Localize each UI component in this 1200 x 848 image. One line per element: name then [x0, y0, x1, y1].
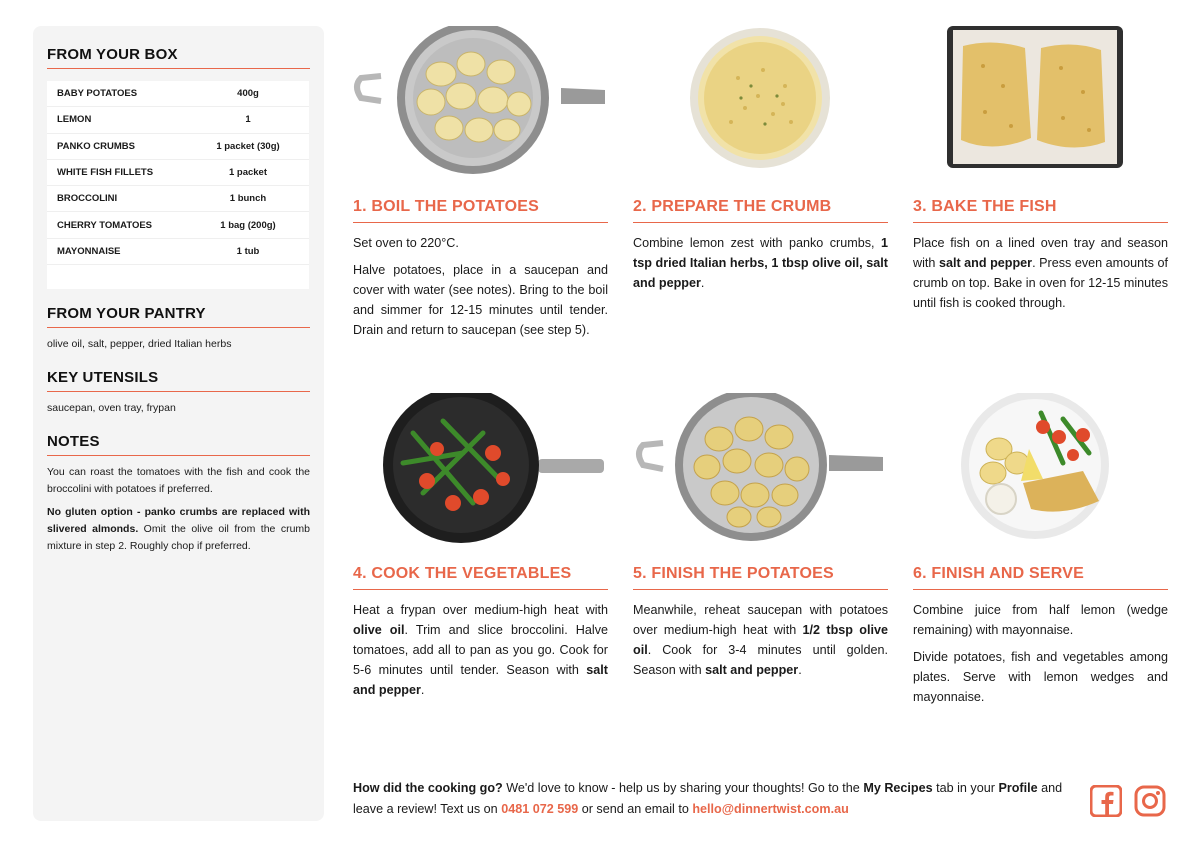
ingredient-name: LEMON: [57, 114, 92, 126]
step-5-body: [633, 600, 888, 680]
profile-link[interactable]: Profile: [998, 781, 1038, 795]
step-6-p2: Divide potatoes, fish and vegetables among plates. Serve with lemon wedges and mayonnaise.: [913, 650, 1168, 704]
step-2-p1: [633, 233, 888, 293]
notes-title: NOTES: [47, 433, 310, 456]
step-6-title: 6. FINISH AND SERVE: [913, 565, 1168, 590]
ingredient-qty: 1 tub: [236, 245, 260, 257]
step-1: [353, 26, 608, 347]
saucepan-golden-potatoes-image: [633, 393, 888, 543]
step-3-t2: . Press even amounts of crumb on top. Bake in oven for 12-15 minutes until fish is cooked through.: [913, 256, 1168, 310]
step-1-p1: Set oven to 220°C.: [353, 236, 459, 250]
footer-text-4: or send an email to: [578, 802, 693, 816]
pantry-title: FROM YOUR PANTRY: [47, 305, 310, 328]
ingredient-name: PANKO CRUMBS: [57, 140, 135, 152]
footer-question: How did the cooking go?: [353, 781, 503, 795]
step-5-title: 5. FINISH THE POTATOES: [633, 565, 888, 590]
ingredients-table: [47, 81, 309, 289]
ingredient-qty: 1 packet: [228, 167, 268, 179]
step-5-t2: . Cook for 3-4 minutes until golden. Season with: [633, 643, 888, 677]
note-1: You can roast the tomatoes with the fish and cook the broccolini with potatoes if preferred.: [47, 466, 310, 496]
ingredient-name: MAYONNAISE: [57, 245, 121, 257]
step-3-title: 3. BAKE THE FISH: [913, 198, 1168, 223]
table-row: [47, 160, 309, 186]
table-row: [47, 239, 309, 265]
step-1-p2: Halve potatoes, place in a saucepan and cover with water (see notes). Bring to the boil and simmer for 12-15 minutes until tender. Drain and return to saucepan (see step 5).: [353, 263, 608, 337]
step-5-photo: [633, 393, 888, 543]
step-4-p1: [353, 600, 608, 700]
step-5-t3: .: [798, 663, 802, 677]
step-4-b2: salt and pepper: [353, 663, 608, 697]
step-2-t1: Combine lemon zest with panko crumbs,: [633, 236, 881, 250]
fish-tray-image: [913, 26, 1168, 176]
step-3: [913, 26, 1168, 320]
email-link[interactable]: hello@dinnertwist.com.au: [692, 802, 849, 816]
step-4-b1: olive oil: [353, 623, 405, 637]
notes: [47, 464, 310, 555]
plated-meal-image: [913, 393, 1168, 543]
table-row: [47, 134, 309, 160]
step-2-photo: [633, 26, 888, 176]
ingredient-qty: 1 bunch: [229, 193, 267, 205]
step-2-body: [633, 233, 888, 293]
ingredient-name: BABY POTATOES: [57, 88, 138, 100]
step-2-title: 2. PREPARE THE CRUMB: [633, 198, 888, 223]
ingredient-qty: 1 bag (200g): [220, 219, 276, 231]
footer-text-1: We'd love to know - help us by sharing your thoughts! Go to the: [502, 781, 864, 795]
step-1-photo: [353, 26, 608, 176]
my-recipes-link[interactable]: My Recipes: [863, 781, 933, 795]
footer-text-3: and leave a review! Text us on: [353, 781, 1063, 816]
step-1-body: [353, 233, 608, 340]
step-6: [913, 393, 1168, 714]
ingredient-name: CHERRY TOMATOES: [57, 219, 153, 231]
phone-link[interactable]: 0481 072 599: [501, 802, 579, 816]
step-4-photo: [353, 393, 608, 543]
step-4-t3: .: [420, 683, 425, 697]
step-4-title: 4. COOK THE VEGETABLES: [353, 565, 608, 590]
ingredient-qty: 1: [245, 114, 251, 126]
box-title: FROM YOUR BOX: [47, 46, 310, 69]
step-4: [353, 393, 608, 707]
step-5: [633, 393, 888, 687]
feedback-footer: [353, 778, 1073, 820]
crumb-bowl-image: [633, 26, 888, 176]
ingredient-qty: 1 packet (30g): [216, 140, 280, 152]
step-2: [633, 26, 888, 300]
step-2-b1: 1 tsp dried Italian herbs, 1 tbsp olive oil, salt and pepper: [633, 236, 888, 290]
step-5-b2: salt and pepper: [705, 663, 799, 677]
saucepan-potatoes-image: [353, 26, 608, 176]
step-3-b1: salt and pepper: [938, 256, 1033, 270]
step-4-t1: Heat a frypan over medium-high heat with: [353, 603, 608, 617]
sidebar: [33, 26, 324, 821]
step-5-t1: Meanwhile, reheat saucepan with potatoes over medium-high heat with: [633, 603, 888, 637]
ingredient-qty: 400g: [237, 88, 259, 100]
table-row: [47, 212, 309, 238]
frypan-vegetables-image: [353, 393, 608, 543]
ingredient-name: WHITE FISH FILLETS: [57, 167, 154, 179]
step-6-body: [913, 600, 1168, 707]
table-row: [47, 186, 309, 212]
ingredient-name: BROCCOLINI: [57, 193, 118, 205]
utensils-text: saucepan, oven tray, frypan: [47, 402, 176, 415]
step-4-t2: . Trim and slice broccolini. Halve tomatoes, add all to pan as you go. Cook for 5-6 minutes until tender. Season with: [353, 623, 609, 677]
table-row: [47, 81, 309, 107]
step-3-body: [913, 233, 1168, 313]
pantry-text: olive oil, salt, pepper, dried Italian herbs: [47, 338, 232, 351]
footer-text-2: tab in your: [932, 781, 999, 795]
step-5-b1: 1/2 tbsp olive oil: [633, 623, 888, 657]
step-2-t2: .: [700, 276, 705, 290]
note-2-bold: No gluten option - panko crumbs are replaced with slivered almonds.: [47, 506, 310, 536]
table-row: [47, 107, 309, 133]
step-1-title: 1. BOIL THE POTATOES: [353, 198, 608, 223]
step-3-photo: [913, 26, 1168, 176]
step-3-p1: [913, 233, 1168, 313]
step-5-p1: [633, 600, 888, 680]
instagram-icon[interactable]: [1134, 785, 1166, 817]
step-6-p1: Combine juice from half lemon (wedge remaining) with mayonnaise.: [913, 603, 1168, 637]
note-2-rest: Omit the olive oil from the crumb mixture in step 2. Roughly chop if preferred.: [47, 523, 310, 553]
step-4-body: [353, 600, 608, 700]
step-3-t1: Place fish on a lined oven tray and season with: [913, 236, 1168, 270]
note-2: [47, 504, 310, 555]
utensils-title: KEY UTENSILS: [47, 369, 310, 392]
facebook-icon[interactable]: [1090, 785, 1122, 817]
step-6-photo: [913, 393, 1168, 543]
